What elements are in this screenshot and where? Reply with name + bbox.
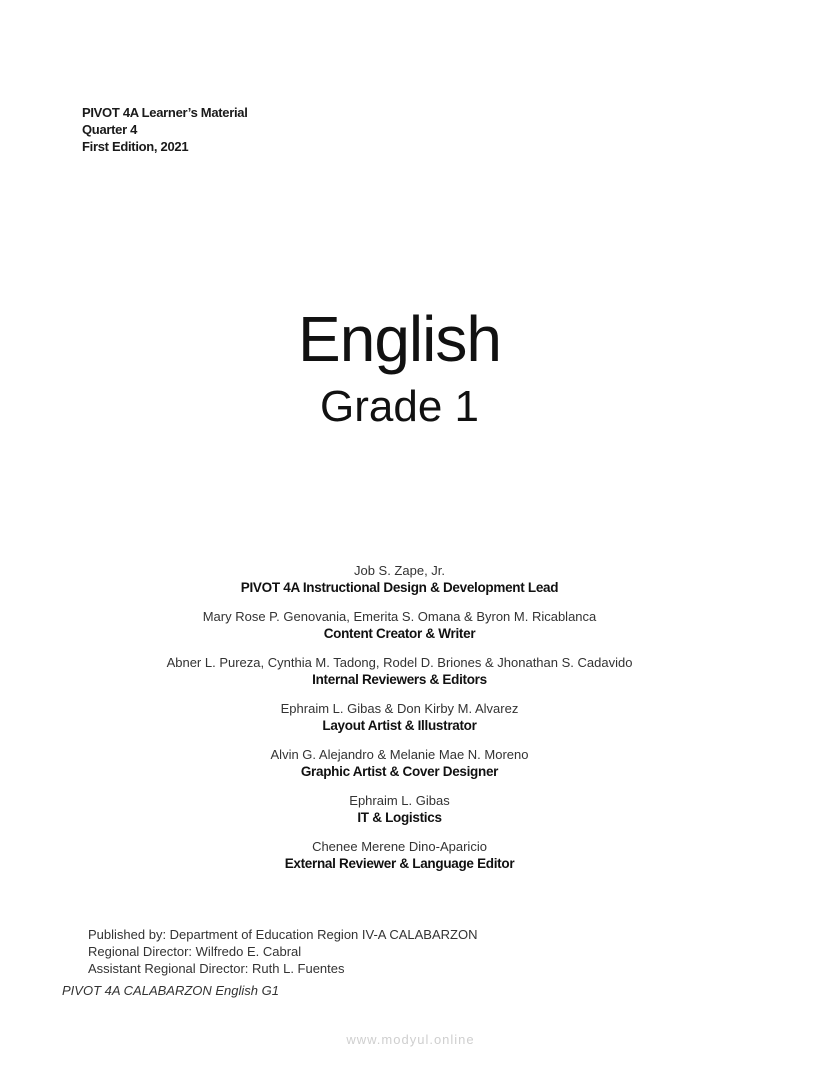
credit-role: PIVOT 4A Instructional Design & Development Lead xyxy=(240,580,559,595)
credit-role: Layout Artist & Illustrator xyxy=(322,718,477,733)
credit-external-reviewer xyxy=(0,838,812,873)
edition-label: First Edition, 2021 xyxy=(82,139,189,154)
grade-title: Grade 1 xyxy=(320,382,479,431)
title-block xyxy=(0,300,812,434)
credit-content-writer xyxy=(0,608,812,643)
credit-names: Ephraim L. Gibas xyxy=(349,793,450,808)
credit-role: Graphic Artist & Cover Designer xyxy=(300,764,499,779)
credit-names: Abner L. Pureza, Cynthia M. Tadong, Rodel D. Briones & Jhonathan S. Cadavido xyxy=(166,655,633,670)
credit-role: Content Creator & Writer xyxy=(323,626,476,641)
subject-title: English xyxy=(298,303,501,375)
credit-it-logistics xyxy=(0,792,812,827)
assistant-regional-director: Assistant Regional Director: Ruth L. Fuentes xyxy=(88,961,345,976)
credit-names: Ephraim L. Gibas & Don Kirby M. Alvarez xyxy=(280,701,519,716)
credit-graphic-artist xyxy=(0,746,812,781)
credit-internal-reviewers xyxy=(0,654,812,689)
quarter-label: Quarter 4 xyxy=(82,122,138,137)
watermark: www.modyul.online xyxy=(346,1032,475,1047)
credit-design-lead xyxy=(0,562,812,597)
regional-director: Regional Director: Wilfredo E. Cabral xyxy=(88,944,302,959)
publisher-info xyxy=(88,926,477,977)
credit-names: Mary Rose P. Genovania, Emerita S. Omana & Byron M. Ricablanca xyxy=(202,609,597,624)
credit-role: External Reviewer & Language Editor xyxy=(284,856,515,871)
credit-layout-artist xyxy=(0,700,812,735)
edition-info xyxy=(82,104,248,155)
credit-role: IT & Logistics xyxy=(357,810,442,825)
credit-names: Alvin G. Alejandro & Melanie Mae N. Moreno xyxy=(270,747,529,762)
credit-role: Internal Reviewers & Editors xyxy=(312,672,487,687)
footer-label: PIVOT 4A CALABARZON English G1 xyxy=(62,983,279,998)
credit-names: Chenee Merene Dino-Aparicio xyxy=(312,839,487,854)
credit-names: Job S. Zape, Jr. xyxy=(353,563,446,578)
material-title: PIVOT 4A Learner’s Material xyxy=(82,105,248,120)
published-by: Published by: Department of Education Region IV-A CALABARZON xyxy=(88,927,478,942)
credits-list xyxy=(0,562,812,884)
